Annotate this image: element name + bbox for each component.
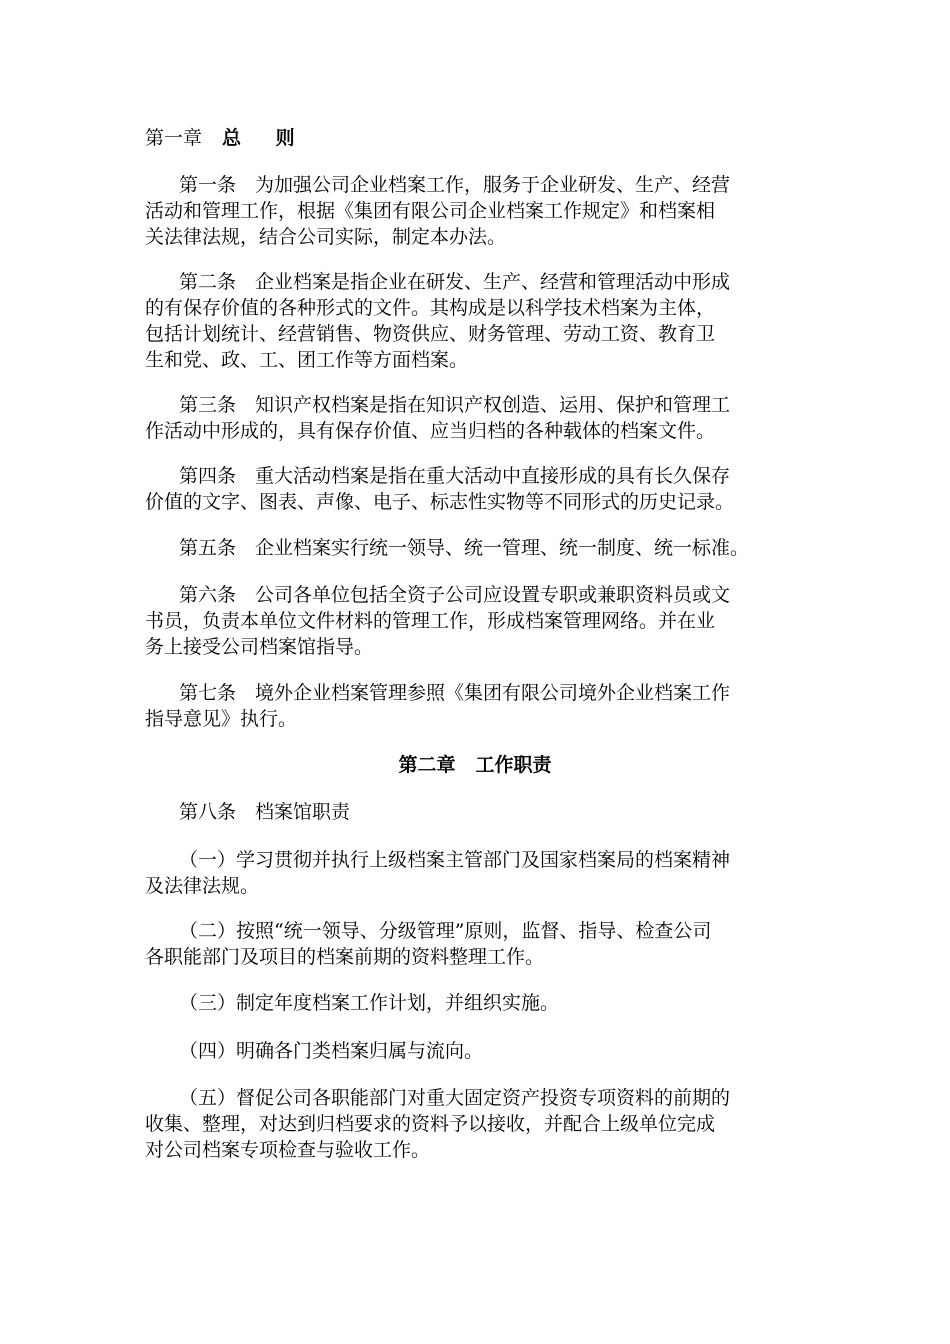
article-7 xyxy=(145,680,810,732)
article-line: 第二条 企业档案是指企业在研发、生产、经营和管理活动中形成 xyxy=(179,271,731,293)
item-line: 及法律法规。 xyxy=(145,875,260,897)
article-line: 务上接受公司档案馆指导。 xyxy=(145,636,374,658)
article-line: 第一条 为加强公司企业档案工作，服务于企业研发、生产、经营 xyxy=(179,174,731,196)
duty-item-1 xyxy=(145,847,810,899)
article-line: 第八条 档案馆职责 xyxy=(179,801,351,823)
article-line: 包括计划统计、经营销售、物资供应、财务管理、劳动工资、教育卫 xyxy=(145,323,716,345)
article-line: 关法律法规，结合公司实际，制定本办法。 xyxy=(145,226,507,248)
article-4 xyxy=(145,463,810,515)
article-6 xyxy=(145,582,810,660)
item-line: （一）学习贯彻并执行上级档案主管部门及国家档案局的档案精神 xyxy=(179,849,731,871)
article-line: 第六条 公司各单位包括全资子公司应设置专职或兼职资料员或文 xyxy=(179,584,731,606)
duty-item-5 xyxy=(145,1085,810,1163)
chapter-2-number: 第二章 xyxy=(398,754,456,776)
article-1 xyxy=(145,172,810,250)
article-line: 价值的文字、图表、声像、电子、标志性实物等不同形式的历史记录。 xyxy=(145,491,735,513)
chapter-1-number: 第一章 xyxy=(145,127,203,149)
item-line: （三）制定年度档案工作计划，并组织实施。 xyxy=(179,992,560,1014)
duty-item-3 xyxy=(145,990,810,1016)
item-line: 收集、整理，对达到归档要求的资料予以接收，并配合上级单位完成 xyxy=(145,1113,716,1135)
item-line: （二）按照“统一领导、分级管理”原则，监督、指导、检查公司 xyxy=(179,920,712,942)
duty-item-2 xyxy=(145,918,810,970)
duty-item-4 xyxy=(145,1038,810,1064)
article-8 xyxy=(145,799,810,825)
chapter-1-title: 总 则 xyxy=(222,127,309,149)
article-line: 第五条 企业档案实行统一领导、统一管理、统一制度、统一标准。 xyxy=(179,537,750,559)
article-5 xyxy=(145,535,810,561)
chapter-1-heading xyxy=(145,125,309,151)
article-line: 生和党、政、工、团工作等方面档案。 xyxy=(145,349,469,371)
chapter-2-heading xyxy=(0,752,950,778)
article-line: 书员，负责本单位文件材料的管理工作，形成档案管理网络。并在业 xyxy=(145,610,716,632)
item-line: （四）明确各门类档案归属与流向。 xyxy=(179,1040,484,1062)
item-line: 对公司档案专项检查与验收工作。 xyxy=(145,1139,431,1161)
article-line: 第四条 重大活动档案是指在重大活动中直接形成的具有长久保存 xyxy=(179,465,731,487)
article-line: 的有保存价值的各种形式的文件。其构成是以科学技术档案为主体， xyxy=(145,297,716,319)
article-line: 作活动中形成的，具有保存价值、应当归档的各种载体的档案文件。 xyxy=(145,420,716,442)
article-line: 活动和管理工作，根据《集团有限公司企业档案工作规定》和档案相 xyxy=(145,200,716,222)
article-line: 指导意见》执行。 xyxy=(145,708,298,730)
article-2 xyxy=(145,269,810,373)
article-line: 第三条 知识产权档案是指在知识产权创造、运用、保护和管理工 xyxy=(179,394,731,416)
article-3 xyxy=(145,392,810,444)
chapter-2-title: 工作职责 xyxy=(475,754,552,776)
item-line: （五）督促公司各职能部门对重大固定资产投资专项资料的前期的 xyxy=(179,1087,731,1109)
item-line: 各职能部门及项目的档案前期的资料整理工作。 xyxy=(145,946,545,968)
article-line: 第七条 境外企业档案管理参照《集团有限公司境外企业档案工作 xyxy=(179,682,731,704)
